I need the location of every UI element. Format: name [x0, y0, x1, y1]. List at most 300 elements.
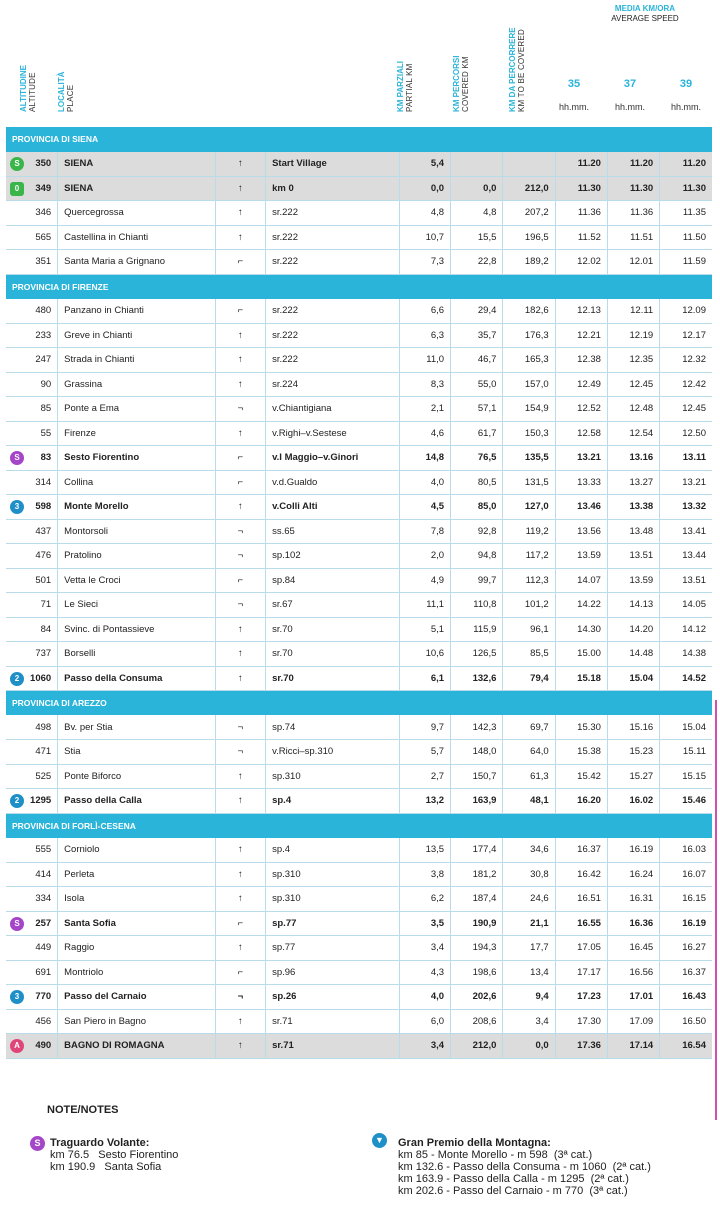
direction-cell: ¬ [215, 715, 265, 740]
covered-km-cell: 15,5 [451, 225, 503, 250]
time-35-cell: 12.38 [555, 348, 607, 373]
table-row [6, 299, 712, 324]
hh-label-3: hh.mm. [670, 102, 701, 112]
place-cell: Svinc. di Pontassieve [58, 617, 216, 642]
altitude-cell: 314 [6, 470, 58, 495]
km-to-cover-cell: 30,8 [503, 862, 555, 887]
direction-cell: ↑ [215, 152, 265, 177]
km-to-cover-cell: 48,1 [503, 789, 555, 814]
place-cell: Grassina [58, 372, 216, 397]
partial-km-cell: 6,6 [399, 299, 450, 324]
place-cell: BAGNO DI ROMAGNA [58, 1034, 216, 1059]
start-village-icon: S [10, 157, 24, 171]
covered-km-cell: 148,0 [451, 740, 503, 765]
km-zero-icon: 0 [10, 182, 24, 196]
covered-km-cell: 4,8 [451, 201, 503, 226]
place-cell: Perleta [58, 862, 216, 887]
altitude-value: 770 [35, 991, 52, 1003]
time-37-cell: 16.19 [607, 838, 659, 863]
place-cell: Strada in Chianti [58, 348, 216, 373]
time-37-cell: 13.16 [607, 446, 659, 471]
altitude-cell: 555 [6, 838, 58, 863]
partial-km-cell: 14,8 [399, 446, 450, 471]
sprint-note-line: km 76.5 Sesto Fiorentino [50, 1149, 179, 1161]
direction-cell: ⌐ [215, 911, 265, 936]
direction-cell: ↑ [215, 764, 265, 789]
time-35-cell: 12.21 [555, 323, 607, 348]
partial-km-cell: 6,1 [399, 666, 450, 691]
time-35-cell: 16.51 [555, 887, 607, 912]
road-cell: sp.4 [266, 838, 400, 863]
partial-km-cell: 6,3 [399, 323, 450, 348]
km-to-cover-cell: 196,5 [503, 225, 555, 250]
road-cell: ss.65 [266, 519, 400, 544]
road-cell: sr.222 [266, 299, 400, 324]
road-cell: v.Chiantigiana [266, 397, 400, 422]
km-to-cover-cell [503, 152, 555, 177]
altitude-cell: 247 [6, 348, 58, 373]
km-to-cover-cell: 64,0 [503, 740, 555, 765]
altitude-value: 83 [40, 452, 52, 464]
partial-km-cell: 11,0 [399, 348, 450, 373]
mountain-note-line: km 85 - Monte Morello - m 598 (3ª cat.) [398, 1149, 593, 1161]
time-35-cell: 12.52 [555, 397, 607, 422]
time-35-cell: 17.17 [555, 960, 607, 985]
partial-km-cell: 4,6 [399, 421, 450, 446]
hh-label-2: hh.mm. [614, 102, 645, 112]
time-37-cell: 12.54 [607, 421, 659, 446]
covered-km-cell: 110,8 [451, 593, 503, 618]
time-39-cell: 11.59 [660, 250, 712, 275]
table-row [6, 1034, 712, 1059]
km-to-cover-cell: 182,6 [503, 299, 555, 324]
partial-km-cell: 13,5 [399, 838, 450, 863]
altitude-cell: 565 [6, 225, 58, 250]
road-cell: sr.222 [266, 250, 400, 275]
table-row [6, 911, 712, 936]
place-cell: Monte Morello [58, 495, 216, 520]
covered-km-cell: 29,4 [451, 299, 503, 324]
time-39-cell: 12.09 [660, 299, 712, 324]
road-cell: sp.310 [266, 862, 400, 887]
road-cell: sp.310 [266, 764, 400, 789]
place-cell: Ponte a Ema [58, 397, 216, 422]
speed-37: 37 [623, 78, 637, 90]
altitude-value: 257 [35, 917, 52, 929]
partial-km-cell: 9,7 [399, 715, 450, 740]
direction-cell: ↑ [215, 176, 265, 201]
table-row [6, 1009, 712, 1034]
time-35-cell: 17.05 [555, 936, 607, 961]
km-to-cover-cell: 79,4 [503, 666, 555, 691]
covered-km-cell: 35,7 [451, 323, 503, 348]
place-cell: Montorsoli [58, 519, 216, 544]
time-37-cell: 14.48 [607, 642, 659, 667]
place-cell: Corniolo [58, 838, 216, 863]
table-row [6, 519, 712, 544]
altitude-cell [6, 176, 58, 201]
time-39-cell: 14.52 [660, 666, 712, 691]
covered-km-cell: 55,0 [451, 372, 503, 397]
time-39-cell: 15.15 [660, 764, 712, 789]
time-37-cell: 17.14 [607, 1034, 659, 1059]
direction-cell: ¬ [215, 985, 265, 1010]
km-to-cover-cell: 154,9 [503, 397, 555, 422]
partial-label-en: PARTIAL KM [405, 63, 414, 112]
altitude-cell: 471 [6, 740, 58, 765]
time-37-cell: 11.30 [607, 176, 659, 201]
covered-label-it: KM PERCORSI [452, 55, 461, 112]
mountain-note-line: km 132.6 - Passo della Consuma - m 1060 (2ª cat.) [398, 1161, 651, 1173]
direction-cell: ↑ [215, 642, 265, 667]
sprint-note [50, 1137, 178, 1173]
time-35-cell: 16.20 [555, 789, 607, 814]
table-row [6, 544, 712, 569]
time-39-cell: 12.50 [660, 421, 712, 446]
mountain-cat2-icon: 2 [10, 794, 24, 808]
direction-cell: ↑ [215, 789, 265, 814]
sprint-icon: S [10, 451, 24, 465]
table-row [6, 666, 712, 691]
direction-cell: ⌐ [215, 250, 265, 275]
altitude-cell: 449 [6, 936, 58, 961]
partial-km-cell: 5,7 [399, 740, 450, 765]
place-cell: SIENA [58, 176, 216, 201]
altitude-cell: 437 [6, 519, 58, 544]
time-35-cell: 17.23 [555, 985, 607, 1010]
direction-cell: ↑ [215, 495, 265, 520]
finish-icon: A [10, 1039, 24, 1053]
covered-km-cell: 61,7 [451, 421, 503, 446]
place-cell: Santa Sofia [58, 911, 216, 936]
altitude-value: 1295 [30, 795, 52, 807]
altitude-cell: 456 [6, 1009, 58, 1034]
time-37-cell: 16.31 [607, 887, 659, 912]
time-37-cell: 15.23 [607, 740, 659, 765]
direction-cell: ↑ [215, 348, 265, 373]
partial-km-cell: 6,2 [399, 887, 450, 912]
partial-km-cell: 2,7 [399, 764, 450, 789]
partial-km-cell: 7,3 [399, 250, 450, 275]
time-35-cell: 15.00 [555, 642, 607, 667]
time-39-cell: 16.03 [660, 838, 712, 863]
altitude-cell: 71 [6, 593, 58, 618]
covered-km-cell: 194,3 [451, 936, 503, 961]
header-covered-km [452, 56, 470, 112]
covered-km-cell: 85,0 [451, 495, 503, 520]
time-39-cell: 16.37 [660, 960, 712, 985]
mountain-icon: ▼ [372, 1133, 387, 1148]
time-35-cell: 11.36 [555, 201, 607, 226]
road-cell: sr.222 [266, 225, 400, 250]
covered-km-cell: 46,7 [451, 348, 503, 373]
table-row [6, 862, 712, 887]
km-to-cover-cell: 17,7 [503, 936, 555, 961]
time-39-cell: 12.17 [660, 323, 712, 348]
covered-km-cell: 76,5 [451, 446, 503, 471]
place-label-it: LOCALITÀ [57, 71, 66, 112]
table-row [6, 985, 712, 1010]
altitude-label-it: ALTITUDINE [19, 65, 28, 112]
direction-cell: ↑ [215, 887, 265, 912]
time-35-cell: 13.59 [555, 544, 607, 569]
partial-km-cell: 3,4 [399, 936, 450, 961]
altitude-cell: 691 [6, 960, 58, 985]
place-cell: Le Sieci [58, 593, 216, 618]
road-cell: sr.70 [266, 666, 400, 691]
place-cell: SIENA [58, 152, 216, 177]
place-cell: Passo della Calla [58, 789, 216, 814]
time-37-cell: 12.45 [607, 372, 659, 397]
table-row [6, 887, 712, 912]
altitude-cell: 480 [6, 299, 58, 324]
time-39-cell: 11.35 [660, 201, 712, 226]
covered-km-cell: 187,4 [451, 887, 503, 912]
covered-km-cell: 126,5 [451, 642, 503, 667]
partial-km-cell: 5,1 [399, 617, 450, 642]
covered-km-cell: 181,2 [451, 862, 503, 887]
time-37-cell: 16.02 [607, 789, 659, 814]
road-cell: sp.310 [266, 887, 400, 912]
km-to-cover-cell: 117,2 [503, 544, 555, 569]
province-label: PROVINCIA DI AREZZO [6, 691, 712, 716]
time-39-cell: 13.44 [660, 544, 712, 569]
km-to-cover-cell: 9,4 [503, 985, 555, 1010]
km-to-cover-cell: 127,0 [503, 495, 555, 520]
place-cell: Panzano in Chianti [58, 299, 216, 324]
place-cell: Isola [58, 887, 216, 912]
km-to-cover-cell: 207,2 [503, 201, 555, 226]
partial-km-cell: 3,4 [399, 1034, 450, 1059]
time-35-cell: 15.42 [555, 764, 607, 789]
direction-cell: ↑ [215, 201, 265, 226]
time-39-cell: 16.54 [660, 1034, 712, 1059]
place-cell: Passo della Consuma [58, 666, 216, 691]
covered-km-cell: 57,1 [451, 397, 503, 422]
time-37-cell: 16.36 [607, 911, 659, 936]
altitude-value: 349 [35, 182, 52, 194]
table-row [6, 397, 712, 422]
time-39-cell: 11.30 [660, 176, 712, 201]
km-to-cover-cell: 0,0 [503, 1034, 555, 1059]
time-37-cell: 13.59 [607, 568, 659, 593]
covered-km-cell: 80,5 [451, 470, 503, 495]
direction-cell: ⌐ [215, 446, 265, 471]
time-39-cell: 14.38 [660, 642, 712, 667]
time-35-cell: 13.21 [555, 446, 607, 471]
covered-km-cell: 212,0 [451, 1034, 503, 1059]
km-to-cover-cell: 157,0 [503, 372, 555, 397]
km-to-cover-cell: 85,5 [503, 642, 555, 667]
partial-km-cell: 4,3 [399, 960, 450, 985]
covered-km-cell: 0,0 [451, 176, 503, 201]
time-39-cell: 13.11 [660, 446, 712, 471]
table-row [6, 495, 712, 520]
mountain-note-title: Gran Premio della Montagna: [398, 1137, 551, 1149]
mountain-cat2-icon: 2 [10, 672, 24, 686]
altitude-cell [6, 911, 58, 936]
covered-km-cell: 163,9 [451, 789, 503, 814]
partial-km-cell: 4,0 [399, 470, 450, 495]
altitude-cell: 233 [6, 323, 58, 348]
mountain-note [398, 1137, 651, 1197]
time-37-cell: 13.27 [607, 470, 659, 495]
direction-cell: ↑ [215, 666, 265, 691]
direction-cell: ⌐ [215, 299, 265, 324]
time-37-cell: 14.13 [607, 593, 659, 618]
table-row [6, 568, 712, 593]
time-37-cell: 13.38 [607, 495, 659, 520]
km-to-cover-cell: 212,0 [503, 176, 555, 201]
place-cell: Santa Maria a Grignano [58, 250, 216, 275]
time-35-cell: 15.38 [555, 740, 607, 765]
altitude-cell: 476 [6, 544, 58, 569]
km-to-cover-cell: 189,2 [503, 250, 555, 275]
km-to-cover-cell: 24,6 [503, 887, 555, 912]
sprint-icon: S [30, 1136, 45, 1151]
km-to-cover-cell: 112,3 [503, 568, 555, 593]
partial-km-cell: 8,3 [399, 372, 450, 397]
table-row [6, 250, 712, 275]
province-label: PROVINCIA DI SIENA [6, 127, 712, 152]
altitude-cell: 90 [6, 372, 58, 397]
covered-label-en: COVERED KM [461, 56, 470, 112]
km-to-cover-cell: 101,2 [503, 593, 555, 618]
altitude-cell: 334 [6, 887, 58, 912]
km-to-cover-cell: 176,3 [503, 323, 555, 348]
place-label-en: PLACE [66, 84, 75, 112]
time-35-cell: 13.33 [555, 470, 607, 495]
time-37-cell: 16.45 [607, 936, 659, 961]
direction-cell: ¬ [215, 544, 265, 569]
time-35-cell: 14.30 [555, 617, 607, 642]
road-cell: sr.70 [266, 617, 400, 642]
table-row [6, 838, 712, 863]
header-partial-km [396, 61, 414, 112]
direction-cell: ⌐ [215, 960, 265, 985]
province-label: PROVINCIA DI FORLÌ-CESENA [6, 813, 712, 838]
road-cell: sp.26 [266, 985, 400, 1010]
table-row [6, 201, 712, 226]
time-35-cell: 13.46 [555, 495, 607, 520]
time-35-cell: 12.02 [555, 250, 607, 275]
road-cell: sr.71 [266, 1034, 400, 1059]
road-cell: sr.70 [266, 642, 400, 667]
road-cell: v.Colli Alti [266, 495, 400, 520]
time-35-cell: 17.36 [555, 1034, 607, 1059]
table-row [6, 764, 712, 789]
table-row [6, 642, 712, 667]
time-35-cell: 11.20 [555, 152, 607, 177]
altitude-value: 1060 [30, 672, 52, 684]
covered-km-cell: 177,4 [451, 838, 503, 863]
direction-cell: ¬ [215, 519, 265, 544]
province-header [6, 691, 712, 716]
header-km-to-cover [508, 27, 526, 112]
km-to-cover-cell: 3,4 [503, 1009, 555, 1034]
time-37-cell: 12.11 [607, 299, 659, 324]
time-39-cell: 11.50 [660, 225, 712, 250]
place-cell: Passo del Carnaio [58, 985, 216, 1010]
partial-km-cell: 4,0 [399, 985, 450, 1010]
direction-cell: ↑ [215, 617, 265, 642]
place-cell: Castellina in Chianti [58, 225, 216, 250]
time-37-cell: 16.56 [607, 960, 659, 985]
altitude-cell [6, 1034, 58, 1059]
direction-cell: ⌐ [215, 568, 265, 593]
altitude-cell: 351 [6, 250, 58, 275]
direction-cell: ↑ [215, 225, 265, 250]
mountain-cat3-icon: 3 [10, 990, 24, 1004]
province-header [6, 127, 712, 152]
time-37-cell: 15.27 [607, 764, 659, 789]
to-cover-label-it: KM DA PERCORRERE [508, 27, 517, 112]
road-cell: sp.74 [266, 715, 400, 740]
covered-km-cell: 208,6 [451, 1009, 503, 1034]
km-to-cover-cell: 150,3 [503, 421, 555, 446]
table-row [6, 789, 712, 814]
covered-km-cell: 94,8 [451, 544, 503, 569]
km-to-cover-cell: 61,3 [503, 764, 555, 789]
road-cell: v.Ricci–sp.310 [266, 740, 400, 765]
road-cell: sr.222 [266, 201, 400, 226]
road-cell: sr.71 [266, 1009, 400, 1034]
time-37-cell: 11.51 [607, 225, 659, 250]
direction-cell: ↑ [215, 421, 265, 446]
mountain-cat3-icon: 3 [10, 500, 24, 514]
covered-km-cell: 150,7 [451, 764, 503, 789]
road-cell: sp.84 [266, 568, 400, 593]
road-cell: km 0 [266, 176, 400, 201]
covered-km-cell [451, 152, 503, 177]
time-39-cell: 12.32 [660, 348, 712, 373]
covered-km-cell: 115,9 [451, 617, 503, 642]
time-39-cell: 15.11 [660, 740, 712, 765]
km-to-cover-cell: 96,1 [503, 617, 555, 642]
sprint-note-title: Traguardo Volante: [50, 1137, 150, 1149]
header-place [57, 72, 75, 112]
direction-cell: ¬ [215, 397, 265, 422]
altitude-cell: 501 [6, 568, 58, 593]
place-cell: Sesto Fiorentino [58, 446, 216, 471]
partial-km-cell: 10,7 [399, 225, 450, 250]
time-37-cell: 12.35 [607, 348, 659, 373]
table-row [6, 446, 712, 471]
road-cell: sp.4 [266, 789, 400, 814]
mountain-note-line: km 202.6 - Passo del Carnaio - m 770 (3ª cat.) [398, 1185, 628, 1197]
table-row [6, 225, 712, 250]
direction-cell: ↑ [215, 838, 265, 863]
place-cell: Vetta le Croci [58, 568, 216, 593]
time-39-cell: 12.42 [660, 372, 712, 397]
time-37-cell: 11.36 [607, 201, 659, 226]
direction-cell: ¬ [215, 740, 265, 765]
partial-km-cell: 3,8 [399, 862, 450, 887]
table-row [6, 936, 712, 961]
time-39-cell: 13.21 [660, 470, 712, 495]
table-row [6, 372, 712, 397]
time-35-cell: 12.13 [555, 299, 607, 324]
altitude-cell [6, 495, 58, 520]
place-cell: Borselli [58, 642, 216, 667]
partial-km-cell: 4,8 [399, 201, 450, 226]
edge-accent-line [715, 700, 717, 1120]
partial-km-cell: 13,2 [399, 789, 450, 814]
partial-km-cell: 7,8 [399, 519, 450, 544]
partial-km-cell: 4,9 [399, 568, 450, 593]
direction-cell: ↑ [215, 372, 265, 397]
time-37-cell: 12.01 [607, 250, 659, 275]
